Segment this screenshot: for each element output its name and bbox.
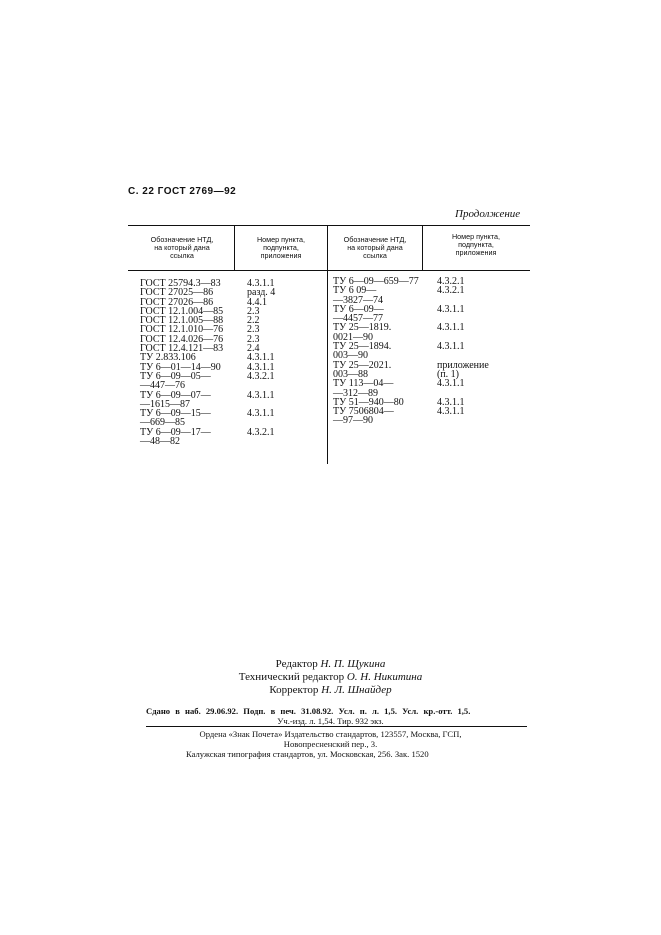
credit-line (0, 684, 661, 697)
table-cell-line: приложение (437, 359, 489, 371)
table-cell-line: ГОСТ 12.4.026—76 (140, 333, 224, 345)
table-cell-line: 2.4 (247, 343, 260, 355)
header-cell-item-number: Номер пункта, подпункта, приложения (256, 235, 305, 260)
credit-name: О. Н. Никитина (346, 671, 423, 683)
table-cell-line: 2.3 (247, 305, 260, 317)
table-cell-line: 003—88 (333, 368, 368, 380)
credit-role: Корректор (269, 684, 319, 696)
table-cell-line: 4.3.1.1 (247, 278, 275, 289)
imprint-line: Уч.-изд. л. 1,54. Тир. 932 экз. (277, 716, 384, 726)
table-header-rule (128, 270, 530, 271)
table-cell-line: ТУ 6—09—15— (140, 408, 211, 420)
table-cell-line: ГОСТ 25794.3—83 (140, 278, 221, 289)
table-cell-line: 4.3.2.1 (437, 285, 465, 297)
table-cell-line: —312—89 (333, 387, 378, 399)
table-cell-line: —447—76 (140, 380, 185, 392)
credit-line (0, 658, 661, 671)
table-cell-line: 0021—90 (333, 331, 373, 343)
table-cell-line: 2.2 (247, 315, 260, 327)
table-cell-line: ГОСТ 27025—86 (140, 287, 214, 299)
table-cell-line: ТУ 2.833.106 (140, 352, 196, 364)
table-cell-line: —3827—74 (333, 294, 383, 306)
table-cell-line: 4.3.2.1 (247, 370, 275, 382)
table-cell-line: (п. 1) (437, 368, 460, 380)
table-cell-line: 4.4.1 (247, 296, 267, 308)
table-cell-line: 4.3.1.1 (437, 322, 465, 334)
table-cell-line: ТУ 25—1819. (333, 322, 392, 334)
imprint-line: Сдано в наб. 29.06.92. Подп. в печ. 31.08.92. Усл. п. л. 1,5. Усл. кр.-отт. 1,5. (146, 706, 471, 716)
credit-line (0, 671, 661, 684)
table-cell-line: 4.3.1.1 (437, 303, 465, 315)
designation-column-right (333, 277, 419, 426)
credit-role: Редактор (275, 658, 318, 670)
table-cell-line: ТУ 51—940—80 (333, 396, 404, 408)
table-cell-line: ТУ 6—09—07— (140, 389, 211, 401)
designation-column-left (140, 279, 223, 446)
table-cell-line: —4457—77 (333, 313, 383, 325)
table-cell-line: ТУ 6—09—659—77 (333, 276, 419, 287)
item-column-right (437, 277, 489, 416)
imprint-line: Новопресненский пер., 3. (283, 739, 378, 749)
imprint-divider (146, 726, 527, 727)
header-cell-designation: Обозначение НТД, на который дана ссылка (150, 235, 214, 260)
continuation-label: Продолжение (455, 208, 521, 220)
table-cell-line: 4.3.1.1 (247, 389, 275, 401)
table-cell-line: ТУ 7506804— (333, 406, 394, 418)
table-cell-line: ГОСТ 12.1.004—85 (140, 305, 224, 317)
table-cell-line: —48—82 (140, 436, 180, 448)
table-cell-line: ГОСТ 27026—86 (140, 296, 214, 308)
table-cell-line: ТУ 25—1894. (333, 341, 392, 353)
table-cell-line: ТУ 25—2021. (333, 359, 392, 371)
imprint-line: Калужская типография стандартов, ул. Московская, 256. Зак. 1520 (186, 749, 429, 759)
header-cell-designation: Обозначение НТД, на который дана ссылка (343, 235, 407, 260)
credit-name: Н. Л. Шнайдер (321, 684, 392, 696)
table-cell-line: 2.3 (247, 333, 260, 345)
table-cell-line: ГОСТ 12.1.005—88 (140, 315, 224, 327)
item-column-left (247, 279, 275, 437)
header-cell-item-number: Номер пункта, подпункта, приложения (451, 232, 500, 257)
table-cell-line: 4.3.1.1 (437, 406, 465, 418)
table-cell-line: ГОСТ 12.4.121—83 (140, 343, 224, 355)
table-cell-line: разд. 4 (247, 287, 276, 299)
table-cell-line: 4.3.1.1 (437, 341, 465, 353)
imprint-line: Ордена «Знак Почета» Издательство стандартов, 123557, Москва, ГСП, (199, 729, 462, 739)
table-cell-line: ТУ 6—09—05— (140, 370, 211, 382)
table-cell-line: 4.3.2.1 (437, 276, 465, 287)
column-divider (422, 226, 423, 270)
table-cell-line: ТУ 6 09— (333, 285, 377, 297)
table-cell-line: 4.3.1.1 (247, 352, 275, 364)
table-cell-line: 003—90 (333, 350, 368, 362)
table-cell-line: 4.3.1.1 (437, 378, 465, 390)
table-cell-line: 4.3.1.1 (247, 408, 275, 420)
credit-role: Технический редактор (238, 671, 345, 683)
table-cell-line: —1615—87 (140, 398, 190, 410)
table-cell-line: 2.3 (247, 324, 260, 336)
table-cell-line: —669—85 (140, 417, 185, 429)
center-divider (327, 226, 328, 464)
table-top-rule (128, 225, 530, 226)
table-cell-line: ТУ 6—09—17— (140, 426, 211, 438)
table-cell-line: ТУ 113—04— (333, 378, 394, 390)
table-cell-line: ТУ 6—09— (333, 303, 384, 315)
column-divider (234, 226, 235, 270)
page-header: С. 22 ГОСТ 2769—92 (128, 186, 237, 197)
table-cell-line: 4.3.1.1 (437, 396, 465, 408)
credit-name: Н. П. Щукина (320, 658, 386, 670)
table-cell-line: ТУ 6—01—14—90 (140, 361, 221, 373)
table-cell-line: 4.3.1.1 (247, 361, 275, 373)
table-cell-line: 4.3.2.1 (247, 426, 275, 438)
table-cell-line: —97—90 (333, 415, 373, 427)
table-cell-line: ГОСТ 12.1.010—76 (140, 324, 224, 336)
